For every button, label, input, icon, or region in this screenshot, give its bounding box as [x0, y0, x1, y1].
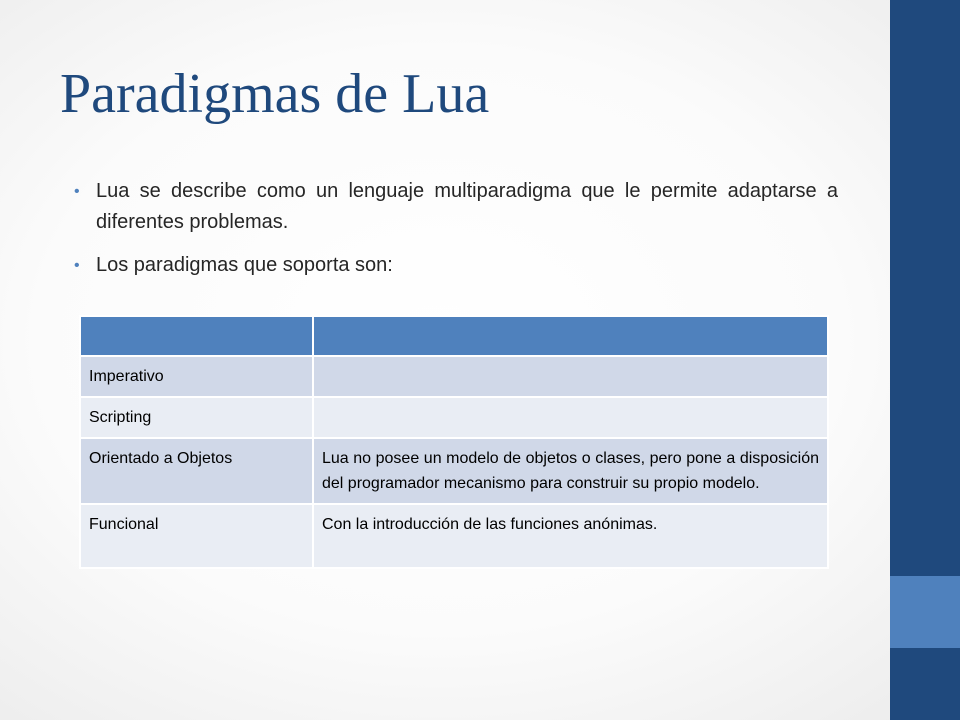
paradigm-name: Imperativo: [80, 356, 313, 397]
paradigm-description: Con la introducción de las funciones anónimas.: [313, 504, 828, 568]
paradigm-description: [313, 356, 828, 397]
bullet-icon: •: [74, 183, 80, 200]
table-header-cell: [80, 316, 313, 356]
table-row: [80, 356, 828, 397]
paradigm-description: [313, 397, 828, 438]
slide-title: Paradigmas de Lua: [60, 63, 490, 125]
bullet-icon: •: [74, 257, 80, 274]
table-row: [80, 504, 828, 568]
table-row: [80, 438, 828, 504]
table-row: [80, 397, 828, 438]
bullet-list: [72, 176, 838, 293]
paradigm-name: Scripting: [80, 397, 313, 438]
paradigm-description: Lua no posee un modelo de objetos o clases, pero pone a disposición del programador mecanismo para construir su propio modelo.: [313, 438, 828, 504]
bullet-item: [72, 250, 838, 281]
table-header-row: [80, 316, 828, 356]
table-header-cell: [313, 316, 828, 356]
bullet-text: Lua se describe como un lenguaje multiparadigma que le permite adaptarse a diferentes problemas.: [96, 180, 838, 233]
side-decoration-accent: [890, 576, 960, 648]
paradigms-table: [79, 315, 829, 569]
paradigm-name: Orientado a Objetos: [80, 438, 313, 504]
bullet-text: Los paradigmas que soporta son:: [96, 254, 393, 276]
paradigm-name: Funcional: [80, 504, 313, 568]
bullet-item: [72, 176, 838, 238]
